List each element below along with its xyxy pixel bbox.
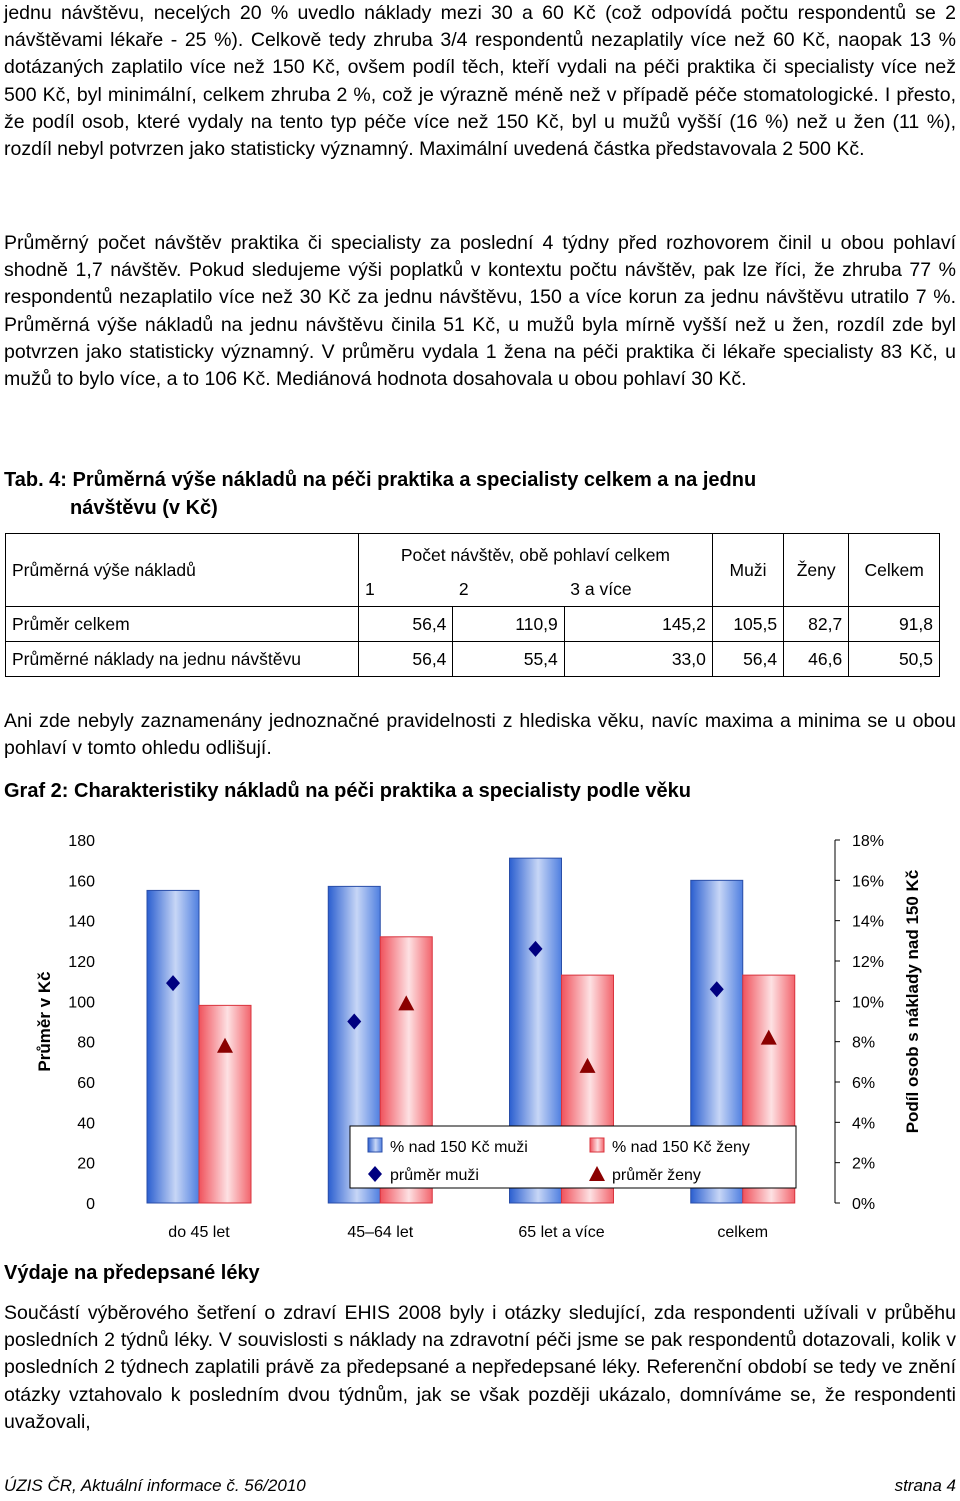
y2-tick-label: 6% (852, 1075, 876, 1092)
cell: 56,4 (359, 607, 453, 642)
row-label: Průměr celkem (6, 607, 359, 642)
legend-swatch (590, 1138, 604, 1152)
cell: 46,6 (784, 642, 849, 677)
footer-page: strana 4 (894, 1476, 956, 1495)
table-header-visits-3: 3 a více (564, 572, 712, 607)
table-header-visits-2: 2 (453, 572, 564, 607)
x-category-label: celkem (717, 1224, 769, 1241)
legend-label: % nad 150 Kč ženy (612, 1139, 750, 1156)
row-label: Průměrné náklady na jednu návštěvu (6, 642, 359, 677)
y-tick-label: 80 (77, 1034, 95, 1052)
cell: 110,9 (453, 607, 564, 642)
chart-legend (350, 1126, 796, 1188)
y-tick-label: 140 (68, 913, 95, 931)
y2-tick-label: 14% (852, 913, 885, 931)
table-title-line2: návštěvu (v Kč) (70, 497, 218, 519)
table-title (4, 466, 756, 522)
footer-source: ÚZIS ČR, Aktuální informace č. 56/2010 (4, 1476, 306, 1495)
cell: 55,4 (453, 642, 564, 677)
legend-label: % nad 150 Kč muži (390, 1139, 528, 1156)
chart-markers (166, 941, 777, 1073)
table-row (6, 607, 940, 642)
table-header-group: Počet návštěv, obě pohlaví celkem (359, 534, 713, 573)
table-header-men: Muži (712, 534, 783, 607)
legend-label: průměr ženy (612, 1167, 701, 1184)
y-tick-label: 120 (68, 954, 95, 971)
paragraph-costs-intro: jednu návštěvu, necelých 20 % uvedlo náklady mezi 30 a 60 Kč (což odpovídá počtu respondentů se 2 návštěvami lékaře - 25 %). Celkově tedy zhruba 3/4 respondentů nezaplatily více než 60 Kč, naopak 13 % dotázaných zaplatilo více než 150 Kč, ovšem podíl těch, kteří vydali na péči praktika či specialisty více než 500 Kč, byl minimální, celkem zhruba 2 %, což je výrazně méně než v případě péče stomatologické. I přesto, že podíl osob, které vydaly na tento typ péče více než 150 Kč, byl u mužů vyšší (16 %) než u žen (11 %), rozdíl nebyl potvrzen jako statisticky významný. Maximální uvedená částka představovala 2 500 Kč. (4, 2, 956, 161)
cell: 91,8 (849, 607, 940, 642)
y-tick-label: 100 (68, 994, 95, 1012)
y2-tick-label: 18% (852, 833, 885, 850)
y-tick-label: 40 (77, 1115, 95, 1133)
section-title: Výdaje na předepsané léky (4, 1262, 260, 1284)
table-header-total: Celkem (849, 534, 940, 607)
y2-axis-label: Podíl osob s náklady nad 150 Kč (903, 869, 922, 1134)
cell: 145,2 (564, 607, 712, 642)
y2-tick-label: 12% (852, 954, 885, 971)
y2-tick-label: 8% (852, 1034, 876, 1052)
y-tick-label: 160 (68, 873, 95, 891)
table-header-women: Ženy (784, 534, 849, 607)
x-category-label: 65 let a více (518, 1224, 605, 1241)
y-tick-label: 180 (68, 833, 95, 850)
cell: 105,5 (712, 607, 783, 642)
y-tick-label: 0 (86, 1196, 95, 1213)
y2-tick-label: 2% (852, 1155, 876, 1173)
cell: 56,4 (359, 642, 453, 677)
costs-table (5, 533, 940, 677)
table-header-label: Průměrná výše nákladů (6, 534, 359, 607)
x-category-label: do 45 let (168, 1224, 230, 1241)
cell: 33,0 (564, 642, 712, 677)
y-tick-label: 60 (77, 1075, 95, 1092)
paragraph-medicines: Součástí výběrového šetření o zdraví EHIS 2008 byly i otázky sledující, zda respondenti užívali v průběhu posledních 2 týdnů léky. V souvislosti s náklady na zdravotní péči jsme se pak respondentů dotazovali, kolik v posledních 2 týdnech zaplatili právě za předepsané a nepředepsané léky. Referenční období se tedy ve znění otázky vztahovalo k posledním dvou týdnům, jak se však později ukázalo, domníváme se, že respondenti uvažovali, (4, 1302, 956, 1433)
cost-chart (0, 822, 960, 1252)
paragraph-age-note: Ani zde nebyly zaznamenány jednoznačné pravidelnosti z hlediska věku, navíc maxima a minima se u obou pohlaví v tomto ohledu odlišují. (4, 710, 956, 760)
y2-tick-label: 10% (852, 994, 885, 1012)
table-title-line1: Tab. 4: Průměrná výše nákladů na péči praktika a specialisty celkem a na jednu (4, 469, 757, 491)
cell: 56,4 (712, 642, 783, 677)
table-row (6, 642, 940, 677)
cell: 50,5 (849, 642, 940, 677)
y-tick-label: 20 (77, 1155, 95, 1173)
legend-swatch (368, 1138, 382, 1152)
table-header-visits-1: 1 (359, 572, 453, 607)
bar (199, 1005, 251, 1203)
cell: 82,7 (784, 607, 849, 642)
y-axis-label: Průměr v Kč (35, 971, 54, 1072)
y2-tick-label: 0% (852, 1196, 876, 1213)
paragraph-visits: Průměrný počet návštěv praktika či specialisty za poslední 4 týdny před rozhovorem činil u obou pohlaví shodně 1,7 návštěv. Pokud sledujeme výši poplatků v kontextu počtu návštěv, pak lze říci, že zhruba 77 % respondentů nezaplatilo více než 30 Kč za jednu návštěvu, 150 a více korun za jednu návštěvu utratilo 7 %. Průměrná výše nákladů na jednu návštěvu činila 51 Kč, u mužů byla mírně vyšší než u žen, rozdíl zde byl potvrzen jako statisticky významný. V průměru vydala 1 žena na péči praktika či lékaře specialisty 83 Kč, u mužů to bylo více, a to 106 Kč. Mediánová hodnota dosahovala u obou pohlaví 30 Kč. (4, 232, 956, 391)
graph-title: Graf 2: Charakteristiky nákladů na péči praktika a specialisty podle věku (4, 780, 691, 802)
y2-tick-label: 16% (852, 873, 885, 891)
bar (147, 890, 199, 1203)
legend-label: průměr muži (390, 1167, 479, 1184)
y2-tick-label: 4% (852, 1115, 876, 1133)
chart-category-labels (168, 1224, 768, 1241)
x-category-label: 45–64 let (347, 1224, 414, 1241)
